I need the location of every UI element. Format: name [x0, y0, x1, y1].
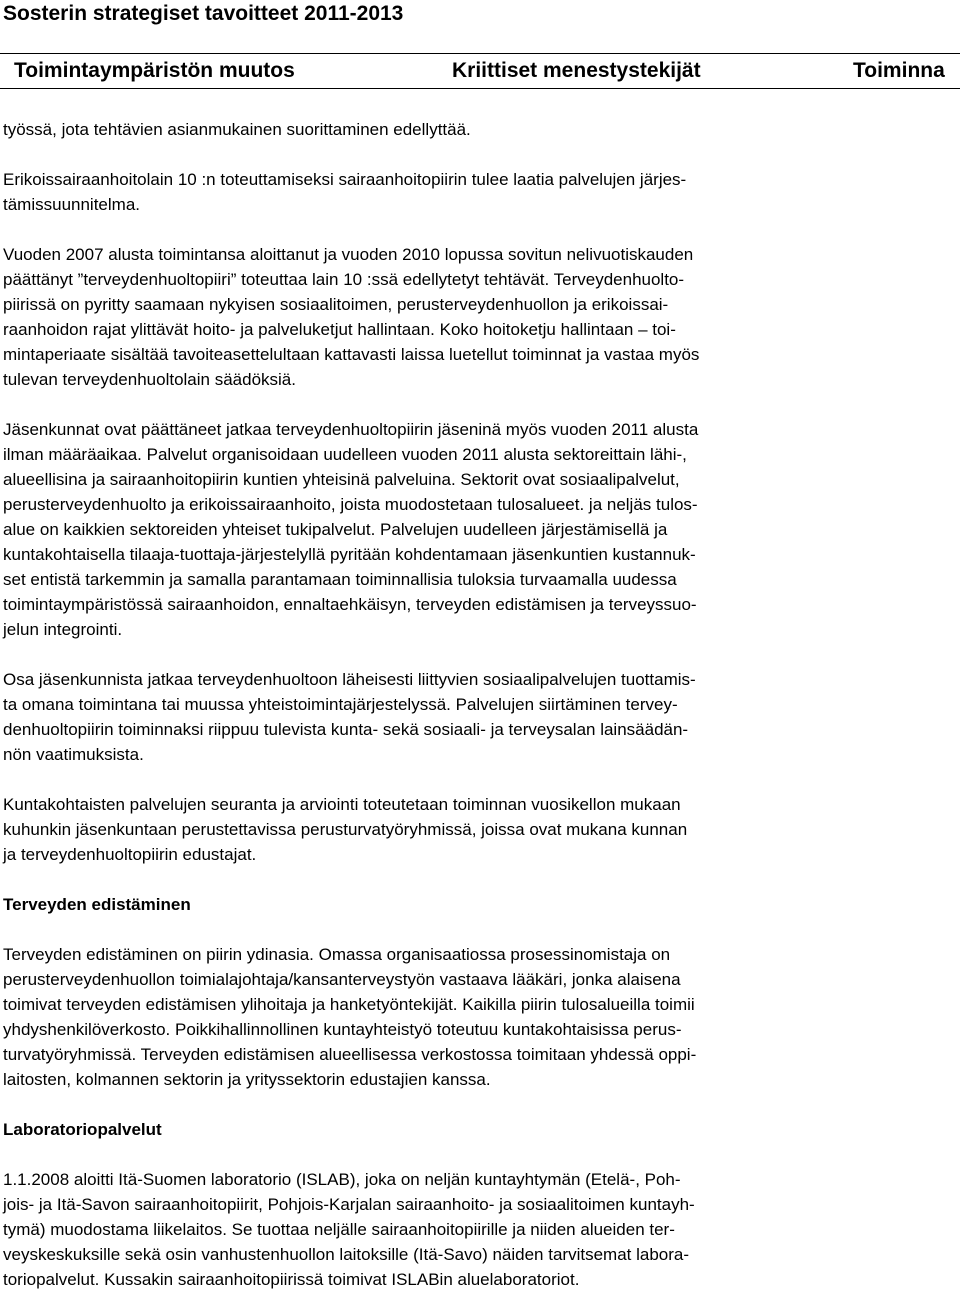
- paragraph-gap: [3, 642, 958, 667]
- text-line: kuntakohtaisella tilaaja-tuottaja-järjestelyllä pyritään kohdentamaan jäsenkuntien kustannuk-: [3, 545, 696, 564]
- text-line: tämissuunnitelma.: [3, 195, 141, 214]
- heading-text: Terveyden edistäminen: [3, 895, 191, 914]
- paragraph: [3, 242, 958, 392]
- text-line: piirissä on pyritty saamaan nykyisen sosiaalitoimen, perusterveydenhuollon ja erikoissai-: [3, 295, 669, 314]
- text-line: perusterveydenhuolto ja erikoissairaanhoito, joista muodostetaan tulosalueet. ja neljäs tulos-: [3, 495, 698, 514]
- text-line: jelun integrointi.: [3, 620, 123, 639]
- paragraph-gap: [3, 142, 958, 167]
- text-line: perusterveydenhuollon toimialajohtaja/kansanterveystyön vastaava lääkäri, jonka alaisena: [3, 970, 681, 989]
- text-line: kuhunkin jäsenkuntaan perustettavissa perusturvatyöryhmissä, joissa ovat mukana kunnan: [3, 820, 688, 839]
- text-line: alueellisina ja sairaanhoitopiirin kuntien yhteisinä palveluina. Sektorit ovat sosiaalipalvelut,: [3, 470, 680, 489]
- text-line: Osa jäsenkunnista jatkaa terveydenhuoltoon läheisesti liittyvien sosiaalipalvelujen tuottamis-: [3, 670, 696, 689]
- text-line: toriopalvelut. Kussakin sairaanhoitopiirissä toimivat ISLABin aluelaboratoriot.: [3, 1270, 580, 1289]
- paragraph: [3, 417, 958, 642]
- paragraph: [3, 667, 958, 767]
- section-tab-bar: [0, 53, 960, 89]
- text-line: Erikoissairaanhoitolain 10 :n toteuttamiseksi sairaanhoitopiirin tulee laatia palvelujen järjes-: [3, 170, 687, 189]
- section-heading: [3, 892, 958, 917]
- text-line: ilman määräaikaa. Palvelut organisoidaan uudelleen vuoden 2011 alusta sektoreittain lähi-,: [3, 445, 687, 464]
- text-line: ta omana toimintana tai muussa yhteistoimintajärjestelyssä. Palvelujen siirtäminen tervey-: [3, 695, 678, 714]
- text-line: tulevan terveydenhuoltolain säädöksiä.: [3, 370, 296, 389]
- page-title: Sosterin strategiset tavoitteet 2011-2013: [3, 2, 404, 25]
- text-line: 1.1.2008 aloitti Itä-Suomen laboratorio (ISLAB), joka on neljän kuntayhtymän (Etelä-, Poh-: [3, 1170, 681, 1189]
- text-line: turvatyöryhmissä. Terveyden edistämisen alueellisessa verkostossa toimitaan yhdessä oppi-: [3, 1045, 697, 1064]
- paragraph-gap: [3, 867, 958, 892]
- text-line: Kuntakohtaisten palvelujen seuranta ja arviointi toteutetaan toiminnan vuosikellon mukaan: [3, 795, 681, 814]
- tab-kriittiset-menestystekijat[interactable]: Kriittiset menestystekijät: [452, 59, 701, 82]
- text-line: veyskeskuksille sekä osin vanhustenhuollon laitoksille (Itä-Savo) näiden tarvitsemat labora-: [3, 1245, 690, 1264]
- text-line: työssä, jota tehtävien asianmukainen suorittaminen edellyttää.: [3, 120, 471, 139]
- paragraph-gap: [3, 767, 958, 792]
- text-line: set entistä tarkemmin ja samalla parantamaan toiminnallisia tuloksia turvaamalla uudessa: [3, 570, 677, 589]
- tab-toiminnan[interactable]: Toiminna: [853, 59, 945, 82]
- text-line: laitosten, kolmannen sektorin ja yrityssektorin edustajien kanssa.: [3, 1070, 491, 1089]
- text-line: mintaperiaate sisältää tavoiteasettelultaan kattavasti laissa luetellut toiminnat ja vastaa myös: [3, 345, 700, 364]
- text-line: toimintaympäristössä sairaanhoidon, ennaltaehkäisyn, terveyden edistämisen ja terveyssuo-: [3, 595, 697, 614]
- paragraph: [3, 1167, 958, 1292]
- paragraph: [3, 792, 958, 867]
- paragraph: [3, 117, 958, 142]
- text-line: tymä) muodostama liikelaitos. Se tuottaa neljälle sairaanhoitopiirille ja niiden alueiden ter-: [3, 1220, 675, 1239]
- text-line: nön vaatimuksista.: [3, 745, 144, 764]
- text-line: alue on kaikkien sektoreiden yhteiset tukipalvelut. Palvelujen uudelleen järjestämisellä ja: [3, 520, 668, 539]
- document-body: [3, 117, 958, 1292]
- text-line: jois- ja Itä-Savon sairaanhoitopiirit, Pohjois-Karjalan sairaanhoito- ja sosiaalitoimen kuntayh-: [3, 1195, 695, 1214]
- paragraph-gap: [3, 392, 958, 417]
- text-line: Jäsenkunnat ovat päättäneet jatkaa terveydenhuoltopiirin jäseninä myös vuoden 2011 alusta: [3, 420, 699, 439]
- text-line: toimivat terveyden edistämisen ylihoitaja ja hanketyöntekijät. Kaikilla piirin tulosalueilla toimii: [3, 995, 695, 1014]
- paragraph: [3, 942, 958, 1092]
- heading-text: Laboratoriopalvelut: [3, 1120, 162, 1139]
- text-line: Vuoden 2007 alusta toimintansa aloittanut ja vuoden 2010 lopussa sovitun nelivuotiskauden: [3, 245, 694, 264]
- text-line: denhuoltopiirin toiminnaksi riippuu tulevista kunta- sekä sosiaali- ja terveysalan lainsäädän-: [3, 720, 689, 739]
- text-line: ja terveydenhuoltopiirin edustajat.: [3, 845, 257, 864]
- paragraph-gap: [3, 1092, 958, 1117]
- text-line: päättänyt ”terveydenhuoltopiiri” toteuttaa lain 10 :ssä edellytetyt tehtävät. Terveydenhuolto-: [3, 270, 685, 289]
- paragraph: [3, 167, 958, 217]
- paragraph-gap: [3, 1142, 958, 1167]
- text-line: Terveyden edistäminen on piirin ydinasia. Omassa organisaatiossa prosessinomistaja on: [3, 945, 671, 964]
- text-line: raanhoidon rajat ylittävät hoito- ja palveluketjut hallintaan. Koko hoitoketju hallintaan – toi-: [3, 320, 676, 339]
- paragraph-gap: [3, 217, 958, 242]
- text-line: yhdyshenkilöverkosto. Poikkihallinnollinen kuntayhteistyö toteutuu kuntakohtaisissa perus-: [3, 1020, 682, 1039]
- paragraph-gap: [3, 917, 958, 942]
- section-heading: [3, 1117, 958, 1142]
- tab-toimintaymparisto[interactable]: Toimintaympäristön muutos: [14, 59, 295, 82]
